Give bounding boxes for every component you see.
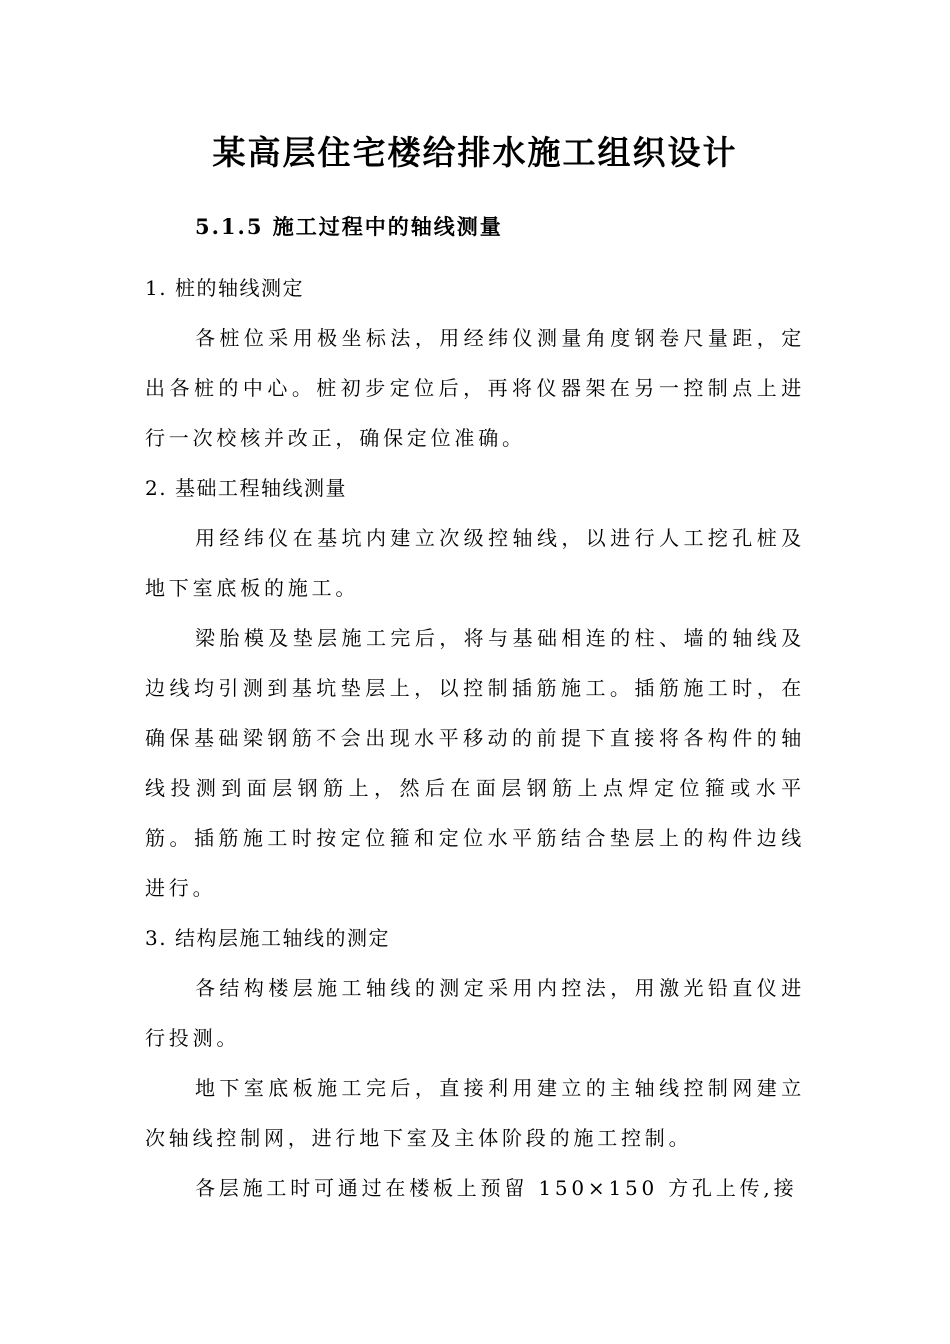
item-heading-2: 2. 基础工程轴线测量 [145, 476, 347, 500]
paragraph-2-1: 用经纬仪在基坑内建立次级控轴线，以进行人工挖孔桩及地下室底板的施工。 [145, 526, 805, 600]
paragraph-3-3: 各层施工时可通过在楼板上预留 150×150 方孔上传,接 [195, 1176, 798, 1200]
paragraph-1-1: 各桩位采用极坐标法，用经纬仪测量角度钢卷尺量距，定出各桩的中心。桩初步定位后，再将仪器架在另一控制点上进行一次校核并改正，确保定位准确。 [145, 326, 805, 450]
document-body [145, 263, 805, 1213]
section-heading: 5.1.5 施工过程中的轴线测量 [195, 214, 503, 239]
paragraph-2-2: 梁胎模及垫层施工完后，将与基础相连的柱、墙的轴线及边线均引测到基坑垫层上，以控制插筋施工。插筋施工时，在确保基础梁钢筋不会出现水平移动的前提下直接将各构件的轴线投测到面层钢筋上，然后在面层钢筋上点焊定位箍或水平筋。插筋施工时按定位箍和定位水平筋结合垫层上的构件边线进行。 [145, 626, 805, 900]
paragraph-3-1: 各结构楼层施工轴线的测定采用内控法，用激光铅直仪进行投测。 [145, 976, 805, 1050]
document-title: 某高层住宅楼给排水施工组织设计 [212, 133, 738, 172]
paragraph-3-2: 地下室底板施工完后，直接利用建立的主轴线控制网建立次轴线控制网，进行地下室及主体阶段的施工控制。 [145, 1076, 805, 1150]
item-heading-3: 3. 结构层施工轴线的测定 [145, 926, 390, 950]
item-heading-1: 1. 桩的轴线测定 [145, 276, 304, 300]
